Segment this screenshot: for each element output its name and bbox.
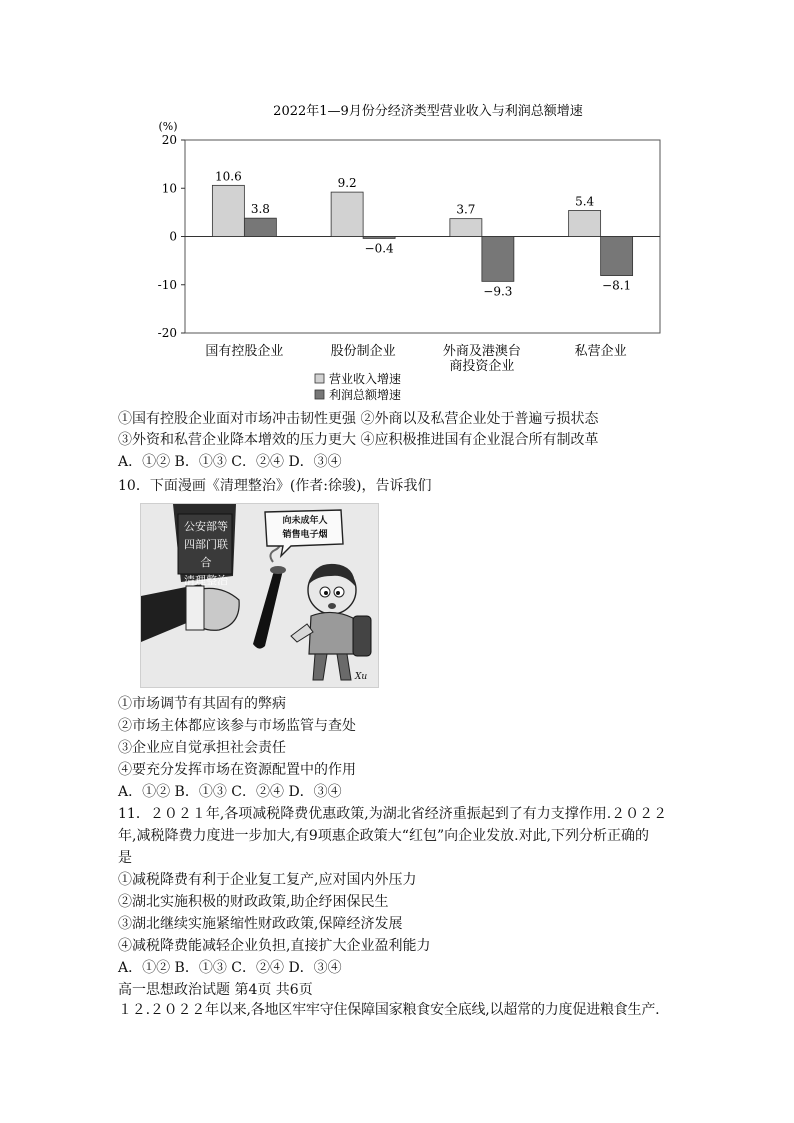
y-tick-label: -20 [157,326,177,340]
category-label: 国有控股企业 [205,344,284,359]
category-label: 外商及港澳台 [442,344,521,359]
bar-chart [0,0,794,410]
q11-option-2: ②湖北实施积极的财政政策,助企纾困保民生 [118,894,389,910]
data-label: −9.3 [483,284,513,299]
data-label: −8.1 [602,278,632,293]
q9-option-line-2: ③外资和私营企业降本增效的压力更大 ④应积极推进国有企业混合所有制改革 [118,432,599,448]
q11-answer-choices: A．①② B．①③ C．②④ D．③④ [118,960,342,976]
y-tick-label: 0 [169,229,177,244]
q11-option-1: ①减税降费有利于企业复工复产,应对国内外压力 [118,872,417,888]
legend-swatch [315,390,324,399]
y-tick-label: 10 [161,181,177,196]
y-axis-label: (%) [158,120,178,133]
data-label: 5.4 [575,194,595,209]
q11-stem-line-1: 11．２０２１年,各项减税降费优惠政策,为湖北省经济重振起到了有力支撑作用.２０２２ [118,806,668,822]
q11-option-4: ④减税降费能减轻企业负担,直接扩大企业盈利能力 [118,938,431,954]
bar [569,210,601,236]
bar [450,219,482,237]
bar [331,192,363,236]
category-label: 股份制企业 [330,344,396,359]
q12-stem: １２.２０２２年以来,各地区牢牢守住保障国家粮食安全底线,以超常的力度促进粮食生产. [118,1002,660,1018]
y-tick-label: 20 [161,133,177,147]
data-label: 3.8 [250,202,270,217]
q11-stem-line-3: 是 [118,850,132,866]
legend-label: 营业收入增速 [329,372,402,386]
bar [601,237,633,276]
q10-option-4: ④要充分发挥市场在资源配置中的作用 [118,762,356,778]
cartoon-image [140,503,379,688]
q10-option-2: ②市场主体都应该参与市场监管与查处 [118,718,356,734]
bar [244,218,276,236]
q9-answer-choices: A．①② B．①③ C．②④ D．③④ [118,454,342,470]
q10-stem: 10．下面漫画《清理整治》(作者:徐骏)，告诉我们 [118,478,432,494]
data-label: 10.6 [215,169,242,184]
page-footer: 高一思想政治试题 第4页 共6页 [118,982,313,998]
cartoon-sign-line-2: 四部门联合 [184,538,228,569]
q11-option-3: ③湖北继续实施紧缩性财政政策,保障经济发展 [118,916,403,932]
category-label: 私营企业 [574,344,627,359]
q10-option-3: ③企业应自觉承担社会责任 [118,740,286,756]
bar [212,185,244,236]
cartoon-sign-line-1: 公安部等 [184,520,228,533]
chart-title: 2022年1—9月份分经济类型营业收入与利润总额增速 [273,104,583,119]
q10-answer-choices: A．①② B．①③ C．②④ D．③④ [118,784,342,800]
data-label: −0.4 [364,241,394,256]
q9-option-line-1: ①国有控股企业面对市场冲击韧性更强 ②外商以及私营企业处于普遍亏损状态 [118,411,599,427]
data-label: 9.2 [337,176,357,191]
legend-label: 利润总额增速 [329,388,402,402]
bar [363,237,395,239]
data-label: 3.7 [456,202,476,217]
cartoon-bubble-line-2: 销售电子烟 [282,530,328,540]
cartoon-sign-line-3: 清理整治 [184,574,228,587]
q10-option-1: ①市场调节有其固有的弊病 [118,696,286,712]
cartoon-signature: Xu [355,672,368,682]
cartoon-bubble-line-1: 向未成年人 [282,516,328,526]
q11-stem-line-2: 年,减税降费力度进一步加大,有9项惠企政策大“红包”向企业发放.对此,下列分析正确的 [118,828,650,844]
y-tick-label: -10 [157,277,177,292]
legend-swatch [315,374,324,383]
bar [482,237,514,282]
category-label: 商投资企业 [449,359,515,374]
